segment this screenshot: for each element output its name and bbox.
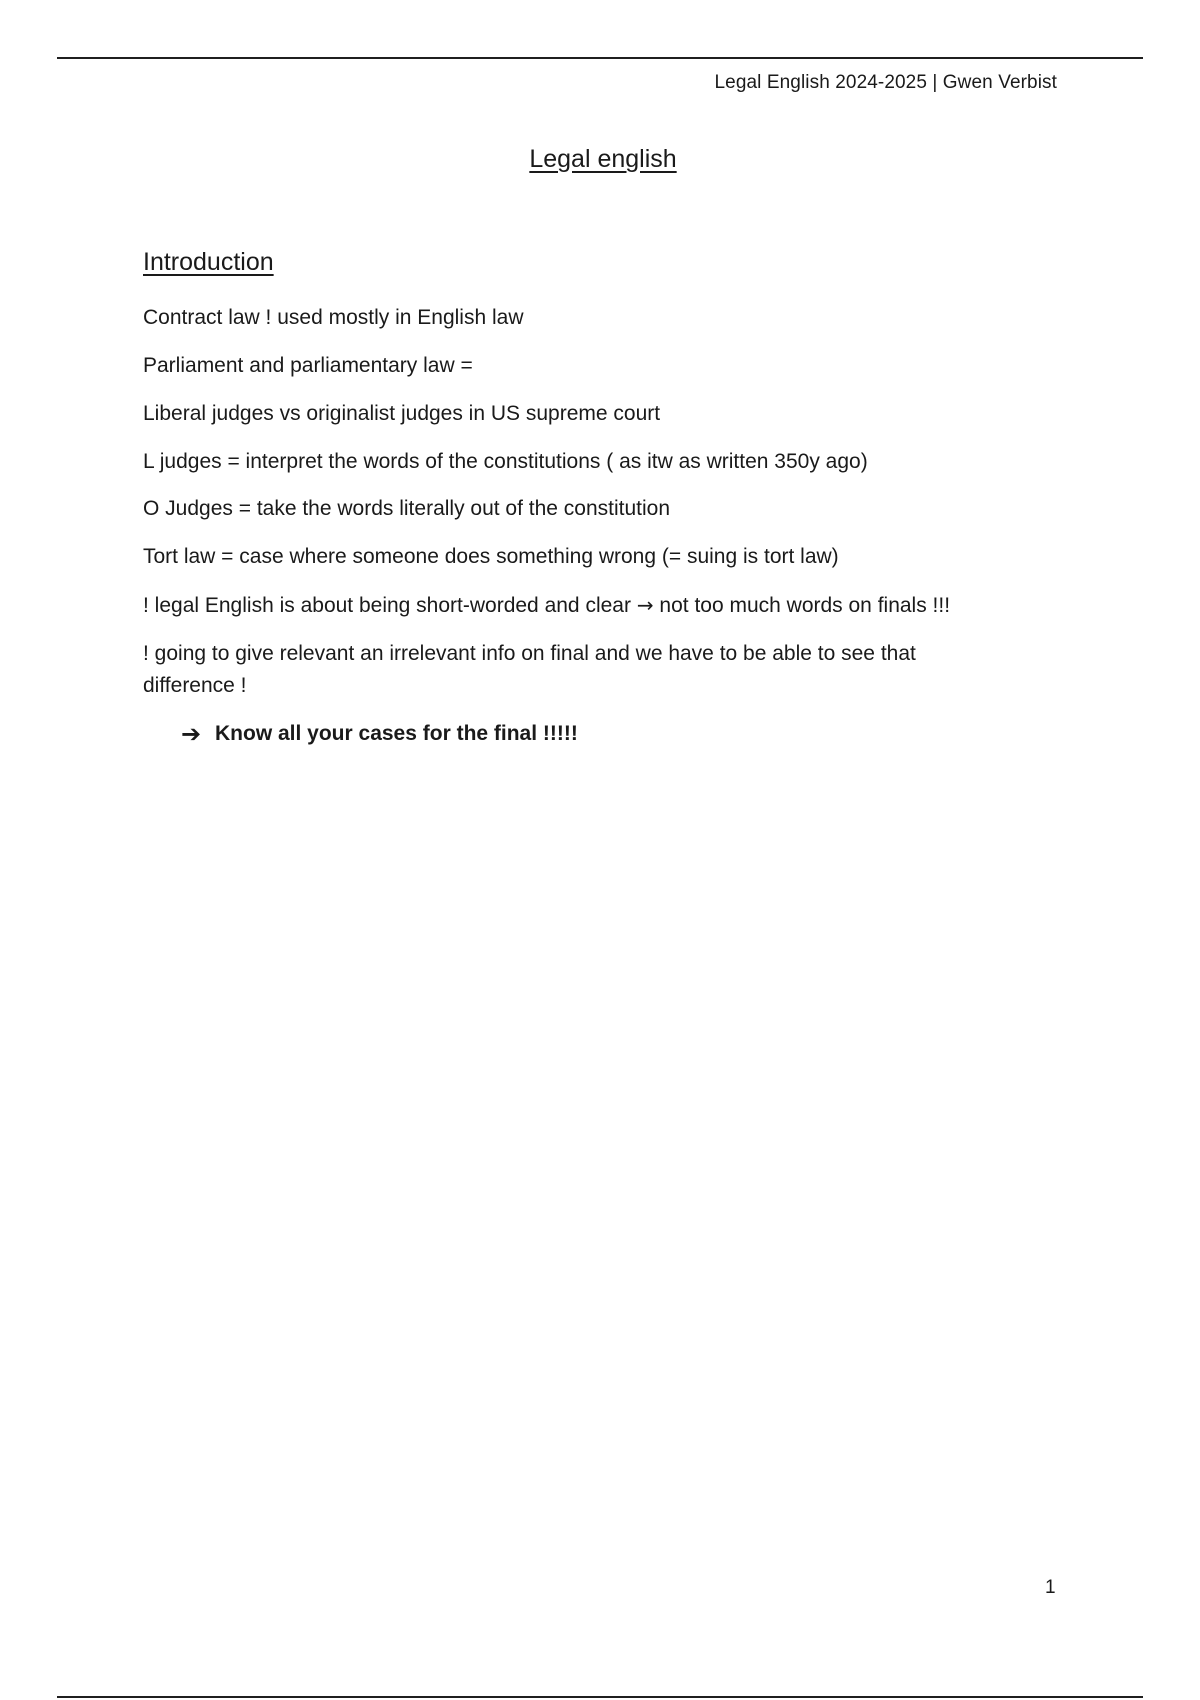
running-header: Legal English 2024-2025 | Gwen Verbist [714, 72, 1057, 93]
paragraph-relevant-info-line2: difference ! [143, 674, 247, 697]
bold-arrow-icon: ➔ [181, 720, 202, 748]
document-title [0, 145, 1200, 174]
short-worded-text-end: not too much words on finals !!! [653, 594, 951, 617]
paragraph-judges: Liberal judges vs originalist judges in US supreme court [143, 402, 661, 425]
paragraph-liberal-judges: L judges = interpret the words of the constitutions ( as itw as written 350y ago) [143, 450, 868, 473]
bullet-text: Know all your cases for the final !!!!! [215, 722, 578, 745]
paragraph-tort-law: Tort law = case where someone does something wrong (= suing is tort law) [143, 545, 839, 568]
paragraph-contract-law: Contract law ! used mostly in English law [143, 306, 524, 329]
section-heading-introduction: Introduction [143, 248, 274, 276]
paragraph-originalist-judges: O Judges = take the words literally out of the constitution [143, 497, 671, 520]
paragraph-relevant-info-line1: ! going to give relevant an irrelevant info on final and we have to be able to see that [143, 642, 916, 665]
page-number: 1 [1045, 1577, 1056, 1598]
paragraph-parliament: Parliament and parliamentary law = [143, 354, 473, 377]
header-rule [57, 57, 1143, 59]
paragraph-short-worded [143, 589, 1048, 622]
bullet-know-cases [181, 718, 578, 750]
right-arrow-icon: → [636, 593, 654, 617]
short-worded-text-start: ! legal English is about being short-worded and clear [143, 594, 637, 617]
footer-rule [57, 1696, 1143, 1698]
document-title-text: Legal english [529, 145, 677, 173]
